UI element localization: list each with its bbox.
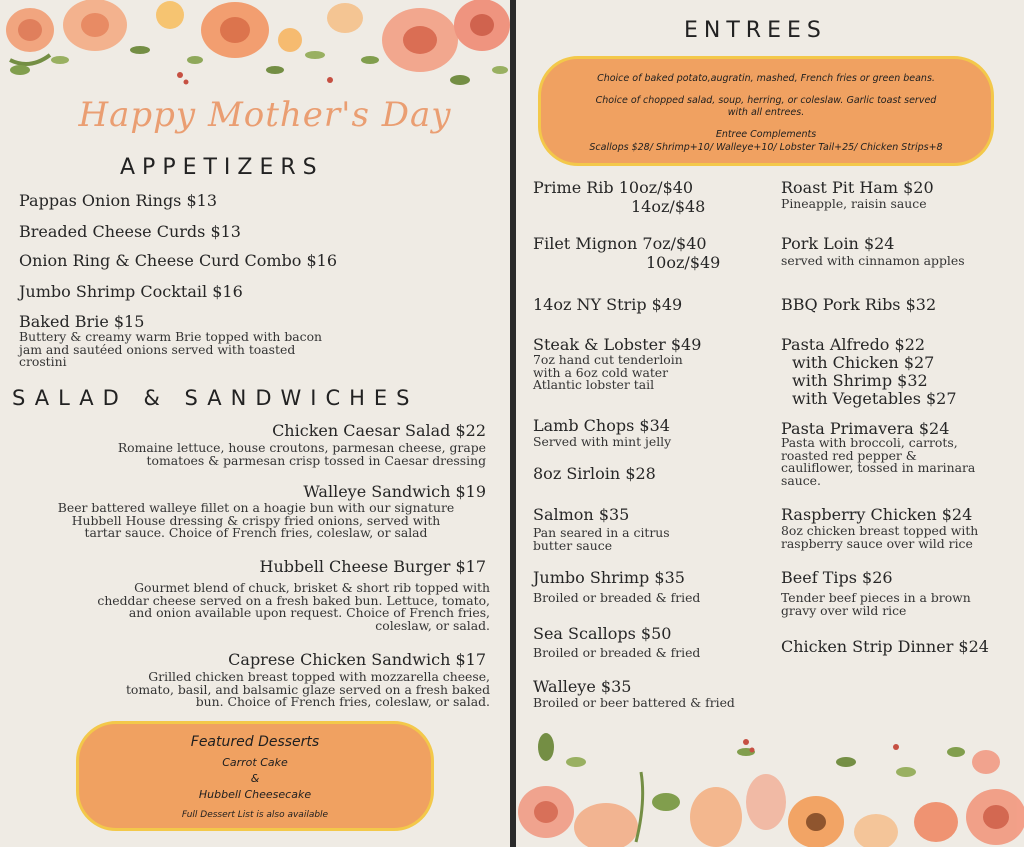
info-line: Choice of chopped salad, soup, herring, or coleslaw. Garlic toast served <box>595 95 937 106</box>
left-menu-page <box>0 0 510 847</box>
entree-desc: served with cinnamon apples <box>781 253 965 268</box>
sandwich-item: Walleye Sandwich $19 <box>303 482 486 501</box>
complements-line: Scallops $28/ Shrimp+10/ Walleye+10/ Lobster Tail+25/ Chicken Strips+8 <box>589 142 943 153</box>
entree-item: Salmon $35 <box>533 505 630 524</box>
entrees-title: ENTREES <box>684 18 827 43</box>
appetizer-desc: Buttery & creamy warm Brie topped with bacon jam and sautéed onions served with toasted crostini <box>19 329 323 369</box>
entree-item: Roast Pit Ham $20 <box>781 178 934 197</box>
complements-title: Entree Complements <box>715 129 817 140</box>
appetizer-item: Jumbo Shrimp Cocktail $16 <box>19 282 243 301</box>
salad-item: Chicken Caesar Salad $22 <box>272 421 486 440</box>
floral-border-bottom-right <box>516 732 1024 847</box>
sandwich-desc: Grilled chicken breast topped with mozzarella cheese, tomato, basil, and balsamic glaze served on a fresh baked bun. Choice of French fries, coleslaw, or salad. <box>125 669 490 709</box>
entree-desc: Pineapple, raisin sauce <box>781 196 927 211</box>
appetizer-item: Baked Brie $15 <box>19 312 145 331</box>
entree-item: Pasta Primavera $24 <box>781 419 950 438</box>
entree-desc: Tender beef pieces in a brown gravy over wild rice <box>781 590 971 618</box>
floral-border-top-left <box>0 0 510 110</box>
entree-desc: Broiled or breaded & fried <box>533 590 701 605</box>
dessert-amp: & <box>250 772 260 785</box>
appetizers-title: APPETIZERS <box>120 155 324 180</box>
sandwich-desc: Gourmet blend of chuck, brisket & short rib topped with cheddar cheese served on a fresh baked bun. Lettuce, tomato, and onion available upon request. Choice of French fries, coleslaw, or salad. <box>97 580 490 633</box>
sandwich-item: Caprese Chicken Sandwich $17 <box>228 650 486 669</box>
right-menu-page <box>516 0 1024 847</box>
entree-sub: 10oz/$49 <box>646 253 721 272</box>
entree-item: BBQ Pork Ribs $32 <box>781 295 937 314</box>
entree-item: 8oz Sirloin $28 <box>533 464 656 483</box>
entree-desc: 7oz hand cut tenderloin with a 6oz cold water Atlantic lobster tail <box>533 352 683 392</box>
entree-sub: with Vegetables $27 <box>792 389 957 408</box>
sandwich-desc: Beer battered walleye fillet on a hoagie bun with our signature Hubbell House dressing & crispy fried onions, served with tartar sauce. Choice of French fries, coleslaw, or salad <box>57 500 455 540</box>
appetizer-item: Pappas Onion Rings $13 <box>19 191 218 210</box>
entree-desc: Broiled or beer battered & fried <box>533 695 735 710</box>
sandwich-item: Hubbell Cheese Burger $17 <box>259 557 486 576</box>
featured-desserts-title: Featured Desserts <box>190 734 320 750</box>
entree-sub: 14oz/$48 <box>631 197 706 216</box>
entree-item: Beef Tips $26 <box>781 568 893 587</box>
entree-sub: with Shrimp $32 <box>792 371 928 390</box>
entree-desc: 8oz chicken breast topped with raspberry sauce over wild rice <box>781 523 979 551</box>
entree-sub: with Chicken $27 <box>792 353 935 372</box>
salad-desc: Romaine lettuce, house croutons, parmesan cheese, grape tomatoes & parmesan crisp tossed in Caesar dressing <box>117 440 486 468</box>
entree-desc: Pasta with broccoli, carrots, roasted red pepper & cauliflower, tossed in marinara sauce. <box>781 435 976 488</box>
dessert-item: Carrot Cake <box>222 756 288 769</box>
mothers-day-heading: Happy Mother's Day <box>78 95 452 135</box>
dessert-item: Hubbell Cheesecake <box>198 788 312 801</box>
entree-item: Jumbo Shrimp $35 <box>533 568 685 587</box>
featured-desserts-box <box>76 721 434 831</box>
entree-info-box <box>538 56 994 166</box>
entree-item: Filet Mignon 7oz/$40 <box>533 234 707 253</box>
salad-sandwiches-title: SALAD & SANDWICHES <box>12 386 419 410</box>
entree-item: Lamb Chops $34 <box>533 416 670 435</box>
entree-item: 14oz NY Strip $49 <box>533 295 683 314</box>
entree-item: Raspberry Chicken $24 <box>781 505 973 524</box>
appetizer-item: Onion Ring & Cheese Curd Combo $16 <box>19 251 338 270</box>
entree-item: Pasta Alfredo $22 <box>781 335 926 354</box>
dessert-note: Full Dessert List is also available <box>181 810 329 820</box>
entree-item: Steak & Lobster $49 <box>533 335 702 354</box>
entree-desc: Pan seared in a citrus butter sauce <box>533 525 670 553</box>
entree-item: Chicken Strip Dinner $24 <box>781 637 989 656</box>
info-line: Choice of baked potato,augratin, mashed, French fries or green beans. <box>597 73 935 84</box>
entree-item: Pork Loin $24 <box>781 234 895 253</box>
entree-item: Sea Scallops $50 <box>533 624 672 643</box>
appetizer-item: Breaded Cheese Curds $13 <box>19 222 241 241</box>
entree-desc: Broiled or breaded & fried <box>533 645 701 660</box>
entree-desc: Served with mint jelly <box>533 434 672 449</box>
entree-item: Walleye $35 <box>533 677 632 696</box>
info-line: with all entrees. <box>727 107 805 118</box>
entree-item: Prime Rib 10oz/$40 <box>533 178 694 197</box>
